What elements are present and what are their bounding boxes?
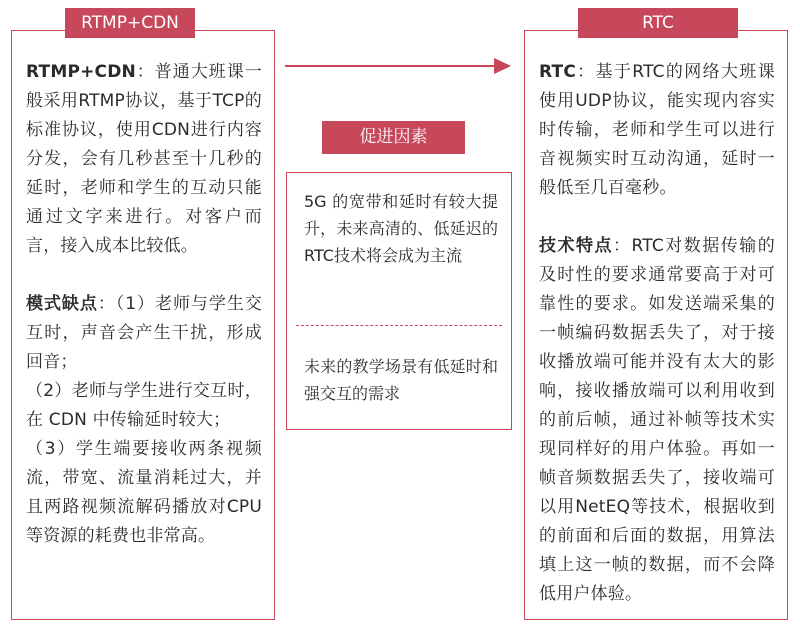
right-intro-heading: RTC [539, 62, 576, 82]
left-drawback-3: （3）学生端要接收两条视频流，带宽、流量消耗过大，并且两路视频流解码播放对CPU等资源的耗费也非常高。 [26, 439, 262, 546]
factor-1: 5G 的宽带和延时有较大提升，未来高清的、低延迟的RTC技术将会成为主流 [304, 192, 498, 265]
right-panel-body [539, 58, 775, 609]
left-drawbacks-heading: 模式缺点 [26, 294, 98, 314]
right-intro-text: ：基于RTC的网络大班课使用UDP协议，能实现内容实时传输，老师和学生可以进行音视频实时互动沟通，延时一般低至几百毫秒。 [539, 62, 775, 198]
right-panel-tag: RTC [578, 8, 738, 38]
right-features-heading: 技术特点 [539, 236, 614, 256]
right-features [539, 232, 775, 609]
left-drawback-1: ：（1）老师与学生交互时，声音会产生干扰，形成回音； [26, 294, 262, 372]
left-panel-tag: RTMP+CDN [65, 8, 195, 38]
left-intro-heading: RTMP+CDN [26, 62, 136, 82]
left-intro-text: ：普通大班课一般采用RTMP协议，基于TCP的标准协议，使用CDN进行内容分发，会有几秒甚至十几秒的延时，老师和学生的互动只能通过文字来进行。对客户而言，接入成本比较低。 [26, 62, 262, 256]
factor-2: 未来的教学场景有低延时和强交互的需求 [304, 357, 498, 403]
factor-divider [296, 325, 502, 326]
middle-tag: 促进因素 [322, 121, 465, 154]
right-intro [539, 58, 775, 203]
left-drawback-2: （2）老师与学生进行交互时，在 CDN 中传输延时较大； [26, 381, 262, 430]
right-features-text: ：RTC对数据传输的及时性的要求通常要高于对可靠性的要求。如发送端采集的一帧编码数据丢失了，对于接收播放端可能并没有太大的影响，接收播放端可以利用收到的前后帧，通过补帧等技术实现同样好的用户体验。再如一帧音频数据丢失了，接收端可以用NetEQ等技术，根据收到的前面和后面的数据，用算法填上这一帧的数据，而不会降低用户体验。 [539, 236, 775, 604]
